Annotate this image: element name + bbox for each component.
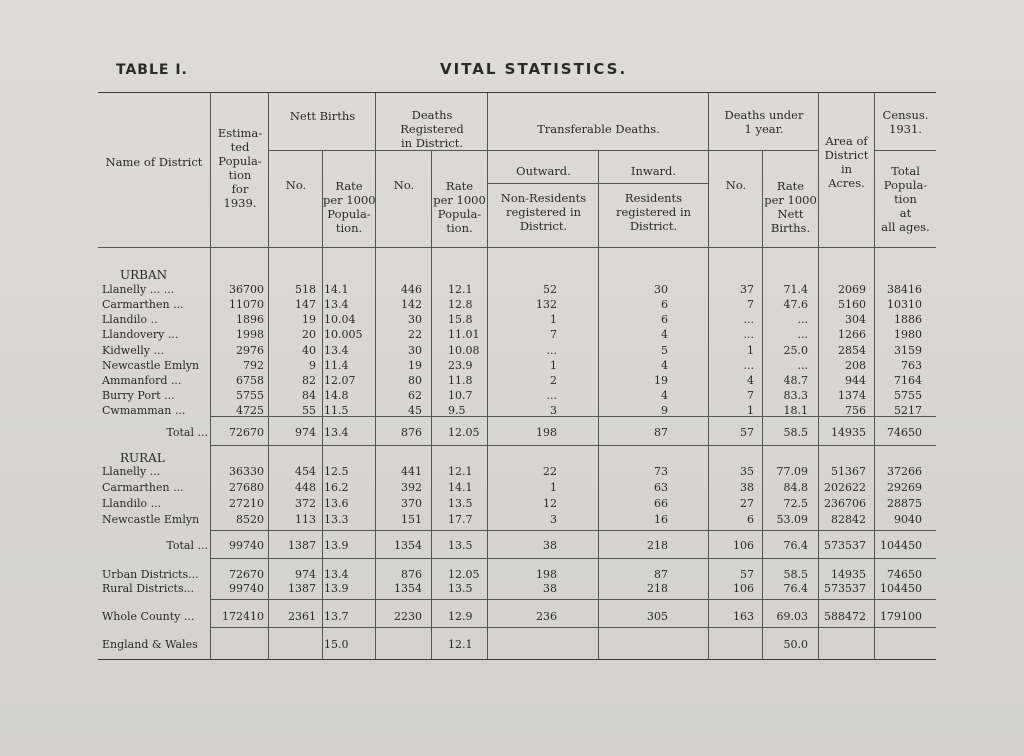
cell-i_rate: 47.6: [783, 298, 808, 311]
cell-b_no: 40: [302, 344, 316, 357]
cell-d_no: 2230: [394, 610, 422, 623]
header-births-rate: Rate per 1000 Popula- tion.: [323, 179, 376, 235]
header-deaths-registered: Deaths Registered in District.: [400, 108, 464, 150]
cell-in: 218: [647, 582, 668, 595]
cell-b_rate: 10.04: [324, 313, 356, 326]
cell-name: Total ...: [166, 539, 208, 552]
cell-name: Burry Port ...: [102, 389, 175, 402]
column-rule: [487, 93, 488, 659]
cell-in: 66: [654, 497, 668, 510]
cell-d_rate: 12.05: [448, 426, 480, 439]
cell-name: Whole County ...: [102, 610, 195, 623]
cell-b_rate: 13.6: [324, 497, 349, 510]
header-census: Census. 1931.: [882, 108, 929, 136]
cell-d_rate: 12.1: [448, 638, 473, 651]
cell-area: 1374: [838, 389, 866, 402]
cell-d_no: 392: [401, 481, 422, 494]
cell-out: 3: [550, 404, 557, 417]
cell-pop: 72670: [229, 568, 264, 581]
cell-i_rate: ...: [797, 359, 808, 372]
cell-d_no: 1354: [394, 582, 422, 595]
cell-area: 82842: [831, 513, 866, 526]
cell-census: 29269: [887, 481, 922, 494]
cell-b_no: 113: [295, 513, 316, 526]
cell-pop: 27210: [229, 497, 264, 510]
cell-in: 4: [661, 389, 668, 402]
cell-i_rate: 83.3: [783, 389, 808, 402]
cell-name: Llandilo ...: [102, 497, 162, 510]
cell-i_no: 38: [740, 481, 754, 494]
cell-in: 30: [654, 283, 668, 296]
cell-d_no: 370: [401, 497, 422, 510]
cell-i_no: 4: [747, 374, 754, 387]
cell-i_rate: 58.5: [783, 426, 808, 439]
cell-d_rate: 14.1: [448, 481, 473, 494]
cell-census: 37266: [887, 465, 922, 478]
cell-i_no: 27: [740, 497, 754, 510]
cell-out: 38: [543, 582, 557, 595]
header-estimated-population: Estima- ted Popula- tion for 1939.: [217, 126, 263, 210]
cell-b_rate: 15.0: [324, 638, 349, 651]
cell-name: Carmarthen ...: [102, 481, 184, 494]
cell-area: 756: [845, 404, 866, 417]
cell-b_rate: 13.4: [324, 568, 349, 581]
cell-name: Carmarthen ...: [102, 298, 184, 311]
cell-name: England & Wales: [102, 638, 198, 651]
cell-out: 3: [550, 513, 557, 526]
cell-b_rate: 16.2: [324, 481, 349, 494]
cell-out: 12: [543, 497, 557, 510]
cell-area: 5160: [838, 298, 866, 311]
cell-in: 6: [661, 298, 668, 311]
cell-pop: 99740: [229, 539, 264, 552]
cell-pop: 4725: [236, 404, 264, 417]
cell-in: 305: [647, 610, 668, 623]
cell-name: Rural Districts...: [102, 582, 195, 595]
cell-d_no: 151: [401, 513, 422, 526]
cell-i_no: 57: [740, 568, 754, 581]
bottom-rule: [98, 659, 936, 660]
header-bottom-rule: [98, 247, 936, 248]
cell-d_no: 1354: [394, 539, 422, 552]
cell-name: Llanelly ... ...: [102, 283, 175, 296]
cell-i_rate: 50.0: [783, 638, 808, 651]
column-rule: [210, 93, 211, 659]
cell-d_rate: 13.5: [448, 497, 473, 510]
cell-area: 573537: [824, 582, 866, 595]
section-rural: RURAL: [120, 451, 165, 465]
cell-out: ...: [546, 344, 557, 357]
cell-b_rate: 12.07: [324, 374, 356, 387]
cell-d_rate: 12.05: [448, 568, 480, 581]
cell-pop: 1998: [236, 328, 264, 341]
header-infant-no: No.: [725, 178, 747, 192]
cell-area: 304: [845, 313, 866, 326]
cell-i_no: 7: [747, 298, 754, 311]
header-infant-rate: Rate per 1000 Nett Births.: [764, 179, 817, 235]
cell-area: 14935: [831, 568, 866, 581]
cell-i_no: ...: [743, 328, 754, 341]
cell-out: 2: [550, 374, 557, 387]
cell-pop: 792: [243, 359, 264, 372]
cell-i_rate: 84.8: [783, 481, 808, 494]
cell-b_rate: 13.4: [324, 426, 349, 439]
header-nett-births: Nett Births: [289, 109, 356, 123]
cell-i_rate: ...: [797, 313, 808, 326]
cell-area: 202622: [824, 481, 866, 494]
cell-census: 3159: [894, 344, 922, 357]
cell-in: 73: [654, 465, 668, 478]
cell-in: 218: [647, 539, 668, 552]
cell-out: 132: [536, 298, 557, 311]
cell-out: 1: [550, 313, 557, 326]
cell-name: Llandilo ..: [102, 313, 158, 326]
cell-name: Llanelly ...: [102, 465, 161, 478]
cell-d_no: 45: [408, 404, 422, 417]
cell-in: 19: [654, 374, 668, 387]
cell-i_no: 35: [740, 465, 754, 478]
cell-d_no: 142: [401, 298, 422, 311]
cell-d_rate: 17.7: [448, 513, 473, 526]
cell-b_no: 84: [302, 389, 316, 402]
cell-pop: 72670: [229, 426, 264, 439]
cell-i_rate: 58.5: [783, 568, 808, 581]
cell-pop: 1896: [236, 313, 264, 326]
header-rule: [708, 150, 818, 151]
cell-b_no: 974: [295, 426, 316, 439]
header-census-total: Total Popula- tion at all ages.: [881, 164, 930, 234]
cell-census: 7164: [894, 374, 922, 387]
cell-area: 573537: [824, 539, 866, 552]
cell-out: 236: [536, 610, 557, 623]
cell-name: Cwmamman ...: [102, 404, 186, 417]
cell-census: 28875: [887, 497, 922, 510]
cell-i_rate: ...: [797, 328, 808, 341]
cell-census: 1886: [894, 313, 922, 326]
cell-d_rate: 12.1: [448, 465, 473, 478]
header-rule: [487, 183, 708, 184]
cell-pop: 11070: [229, 298, 264, 311]
cell-d_no: 22: [408, 328, 422, 341]
cell-census: 10310: [887, 298, 922, 311]
cell-d_rate: 12.1: [448, 283, 473, 296]
cell-name: Llandovery ...: [102, 328, 179, 341]
cell-pop: 8520: [236, 513, 264, 526]
cell-d_rate: 23.9: [448, 359, 473, 372]
cell-i_rate: 71.4: [783, 283, 808, 296]
cell-area: 1266: [838, 328, 866, 341]
column-rule: [268, 93, 269, 659]
header-rule: [487, 150, 708, 151]
cell-d_no: 446: [401, 283, 422, 296]
cell-b_rate: 14.8: [324, 389, 349, 402]
cell-name: Ammanford ...: [102, 374, 182, 387]
cell-area: 2854: [838, 344, 866, 357]
cell-area: 944: [845, 374, 866, 387]
cell-census: 74650: [887, 426, 922, 439]
cell-d_no: 876: [401, 568, 422, 581]
header-deaths-no: No.: [393, 178, 415, 192]
cell-census: 763: [901, 359, 922, 372]
cell-i_no: ...: [743, 359, 754, 372]
cell-out: 1: [550, 481, 557, 494]
cell-name: Newcastle Emlyn: [102, 359, 200, 372]
cell-pop: 36330: [229, 465, 264, 478]
cell-census: 9040: [894, 513, 922, 526]
header-outward-sub: Non-Residents registered in District.: [500, 191, 587, 233]
cell-out: 1: [550, 359, 557, 372]
cell-d_no: 441: [401, 465, 422, 478]
header-name-of-district: Name of District: [105, 155, 203, 169]
cell-i_no: ...: [743, 313, 754, 326]
cell-i_rate: 69.03: [776, 610, 808, 623]
header-deaths-rate: Rate per 1000 Popula- tion.: [433, 179, 486, 235]
cell-i_rate: 76.4: [783, 539, 808, 552]
cell-i_rate: 77.09: [776, 465, 808, 478]
total-rule: [210, 599, 936, 600]
cell-out: 22: [543, 465, 557, 478]
header-area: Area of District in Acres.: [824, 134, 869, 190]
cell-i_rate: 53.09: [776, 513, 808, 526]
cell-d_rate: 10.7: [448, 389, 473, 402]
cell-i_no: 106: [733, 539, 754, 552]
cell-in: 5: [661, 344, 668, 357]
cell-area: 2069: [838, 283, 866, 296]
cell-in: 87: [654, 568, 668, 581]
cell-d_rate: 15.8: [448, 313, 473, 326]
total-rule: [210, 530, 936, 531]
cell-b_no: 9: [309, 359, 316, 372]
cell-in: 87: [654, 426, 668, 439]
cell-census: 5755: [894, 389, 922, 402]
cell-d_rate: 12.8: [448, 298, 473, 311]
cell-census: 104450: [880, 539, 922, 552]
cell-b_rate: 11.5: [324, 404, 349, 417]
cell-i_rate: 76.4: [783, 582, 808, 595]
cell-census: 1980: [894, 328, 922, 341]
cell-b_rate: 13.4: [324, 344, 349, 357]
cell-out: 198: [536, 426, 557, 439]
total-rule: [210, 445, 936, 446]
cell-i_no: 106: [733, 582, 754, 595]
header-births-no: No.: [285, 178, 307, 192]
cell-d_rate: 11.8: [448, 374, 473, 387]
cell-census: 38416: [887, 283, 922, 296]
column-rule: [708, 93, 709, 659]
cell-i_no: 6: [747, 513, 754, 526]
cell-pop: 99740: [229, 582, 264, 595]
cell-d_rate: 12.9: [448, 610, 473, 623]
cell-b_rate: 11.4: [324, 359, 349, 372]
cell-d_no: 80: [408, 374, 422, 387]
cell-b_rate: 14.1: [324, 283, 349, 296]
cell-in: 4: [661, 328, 668, 341]
page-title: VITAL STATISTICS.: [440, 60, 628, 78]
cell-pop: 27680: [229, 481, 264, 494]
cell-pop: 6758: [236, 374, 264, 387]
cell-pop: 5755: [236, 389, 264, 402]
cell-b_no: 372: [295, 497, 316, 510]
total-rule: [210, 627, 936, 628]
cell-pop: 172410: [222, 610, 264, 623]
cell-in: 9: [661, 404, 668, 417]
cell-d_rate: 13.5: [448, 582, 473, 595]
cell-i_rate: 48.7: [783, 374, 808, 387]
cell-census: 104450: [880, 582, 922, 595]
cell-d_no: 19: [408, 359, 422, 372]
total-rule: [210, 558, 936, 559]
header-inward: Inward.: [630, 164, 677, 178]
cell-out: 38: [543, 539, 557, 552]
cell-i_no: 57: [740, 426, 754, 439]
cell-i_no: 163: [733, 610, 754, 623]
cell-b_no: 19: [302, 313, 316, 326]
cell-census: 5217: [894, 404, 922, 417]
cell-i_rate: 18.1: [783, 404, 808, 417]
cell-area: 236706: [824, 497, 866, 510]
cell-b_rate: 13.7: [324, 610, 349, 623]
header-transferable-deaths: Transferable Deaths.: [537, 122, 660, 136]
cell-area: 14935: [831, 426, 866, 439]
cell-area: 51367: [831, 465, 866, 478]
header-infant-deaths: Deaths under 1 year.: [724, 108, 804, 136]
cell-b_no: 147: [295, 298, 316, 311]
cell-name: Kidwelly ...: [102, 344, 164, 357]
cell-pop: 36700: [229, 283, 264, 296]
cell-i_no: 37: [740, 283, 754, 296]
cell-census: 179100: [880, 610, 922, 623]
cell-out: 198: [536, 568, 557, 581]
cell-b_no: 974: [295, 568, 316, 581]
cell-b_rate: 13.9: [324, 582, 349, 595]
cell-in: 6: [661, 313, 668, 326]
cell-d_no: 62: [408, 389, 422, 402]
cell-b_rate: 12.5: [324, 465, 349, 478]
cell-b_no: 82: [302, 374, 316, 387]
cell-in: 16: [654, 513, 668, 526]
cell-pop: 2976: [236, 344, 264, 357]
cell-out: 52: [543, 283, 557, 296]
cell-i_no: 7: [747, 389, 754, 402]
cell-i_no: 1: [747, 344, 754, 357]
cell-in: 63: [654, 481, 668, 494]
top-rule: [98, 92, 936, 93]
cell-b_rate: 13.9: [324, 539, 349, 552]
cell-i_no: 1: [747, 404, 754, 417]
header-rule: [874, 150, 936, 151]
cell-d_no: 30: [408, 344, 422, 357]
cell-name: Urban Districts...: [102, 568, 199, 581]
cell-b_no: 518: [295, 283, 316, 296]
cell-b_no: 1387: [288, 539, 316, 552]
cell-d_rate: 11.01: [448, 328, 480, 341]
cell-area: 588472: [824, 610, 866, 623]
cell-b_no: 55: [302, 404, 316, 417]
cell-d_no: 30: [408, 313, 422, 326]
cell-out: 7: [550, 328, 557, 341]
cell-b_rate: 13.3: [324, 513, 349, 526]
table-label: TABLE I.: [116, 62, 188, 78]
cell-d_rate: 9.5: [448, 404, 466, 417]
cell-d_rate: 10.08: [448, 344, 480, 357]
cell-b_no: 454: [295, 465, 316, 478]
cell-name: Newcastle Emlyn: [102, 513, 200, 526]
cell-out: ...: [546, 389, 557, 402]
cell-census: 74650: [887, 568, 922, 581]
cell-b_no: 2361: [288, 610, 316, 623]
header-rule: [268, 150, 487, 151]
header-inward-sub: Residents registered in District.: [615, 191, 692, 233]
cell-i_rate: 72.5: [783, 497, 808, 510]
cell-d_rate: 13.5: [448, 539, 473, 552]
cell-b_no: 1387: [288, 582, 316, 595]
header-outward: Outward.: [516, 164, 571, 178]
cell-b_no: 20: [302, 328, 316, 341]
column-rule: [375, 93, 376, 659]
cell-in: 4: [661, 359, 668, 372]
cell-i_rate: 25.0: [783, 344, 808, 357]
cell-name: Total ...: [166, 426, 208, 439]
cell-b_rate: 10.005: [324, 328, 363, 341]
section-urban: URBAN: [120, 268, 168, 282]
cell-d_no: 876: [401, 426, 422, 439]
cell-area: 208: [845, 359, 866, 372]
cell-b_rate: 13.4: [324, 298, 349, 311]
cell-b_no: 448: [295, 481, 316, 494]
